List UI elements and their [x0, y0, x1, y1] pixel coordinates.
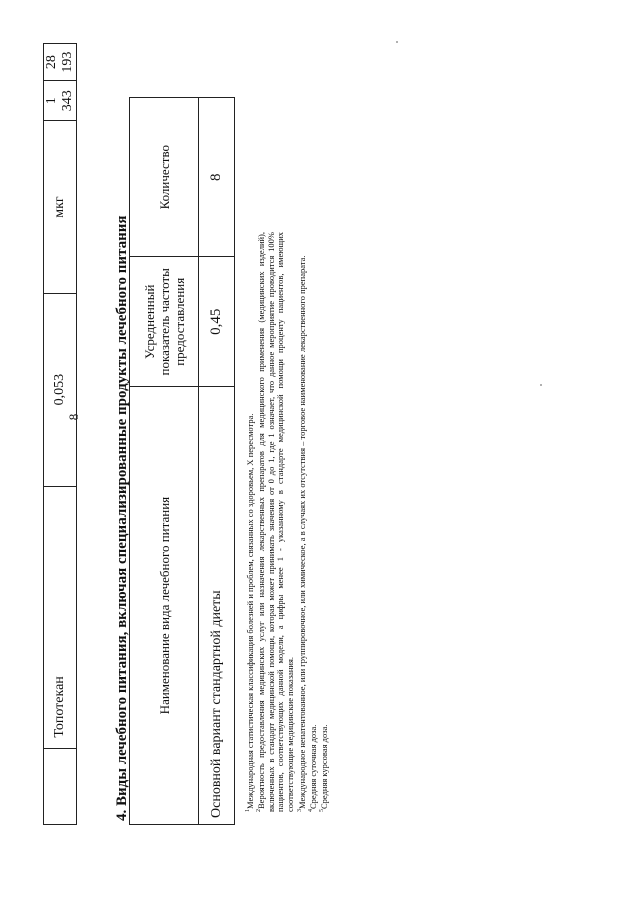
nutrition-table — [129, 97, 235, 825]
footnotes — [244, 232, 330, 812]
footnote: $^1$Международная статистическая классификация болезней и проблем, связанных со здоровьем, X пересмотра. — [244, 413, 255, 812]
header-frequency: Усредненный показатель частоты предоставления — [130, 257, 199, 387]
drug-table-fragment — [43, 43, 77, 825]
header-nutrition-name: Наименование вида лечебного питания — [130, 387, 199, 825]
table-row — [44, 44, 77, 825]
table-row — [199, 98, 235, 825]
frequency-cell: 0,45 — [199, 257, 235, 387]
course-dose-cell: 28 193 — [44, 44, 77, 81]
header-quantity: Количество — [130, 98, 199, 257]
scan-speck — [396, 41, 398, 43]
footnote: $^2$Вероятность предоставления медицинских услуг или назначения лекарственных препаратов для медицинского применения (медицинских изделий), включенных в стандарт медицинской помощи, которая может принимать значения от 0 до 1, где 1 означает, что данное мероприятие проводится 100% пациентов, соответствующих данной модели, а цифры менее 1 - указанному в стандарте медицинской помощи проценту пациентов, имеющих соответствующие медицинские показания. — [256, 232, 296, 812]
footnote: $^5$Средняя курсовая доза. — [319, 724, 330, 812]
row-number-cell — [44, 748, 77, 824]
footnote: $^3$Международное непатентованное, или группировочное, или химическое, а в случаях их отсутствия – торговое наименование лекарственного препарата. — [296, 255, 307, 812]
section-title: 4. Виды лечебного питания, включая специализированные продукты лечебного питания — [114, 215, 130, 821]
drug-unit-cell: мкг — [44, 121, 77, 293]
table-header-row — [130, 98, 199, 825]
footnote: $^4$Средняя суточная доза. — [307, 724, 318, 812]
scan-speck — [540, 384, 542, 386]
drug-frequency-cell: 0,053 — [44, 293, 77, 486]
nutrition-name-cell: Основной вариант стандартной диеты — [199, 387, 235, 825]
drug-name-cell: Топотекан — [44, 486, 77, 748]
quantity-cell: 8 — [199, 98, 235, 257]
daily-dose-cell: 1 343 — [44, 81, 77, 121]
page-number: 8 — [66, 413, 81, 421]
